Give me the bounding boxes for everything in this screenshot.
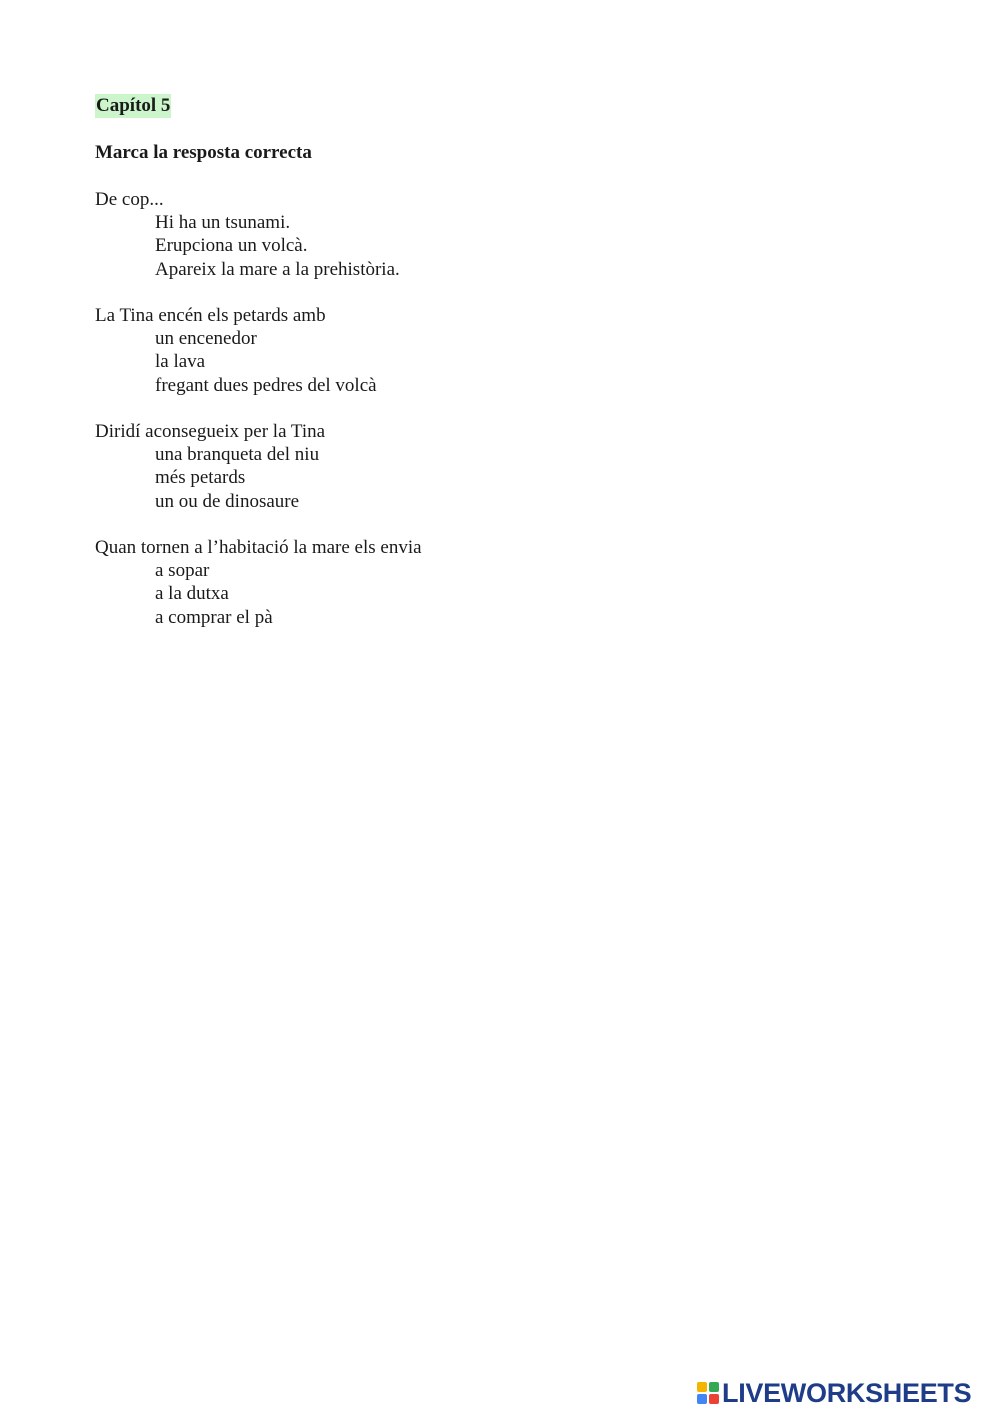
liveworksheets-logo-icon	[697, 1382, 719, 1404]
answer-option[interactable]: un encenedor	[155, 328, 257, 350]
question-2	[95, 304, 377, 397]
question-text: La Tina encén els petards amb	[95, 305, 326, 326]
question-3	[95, 420, 325, 513]
answer-options	[95, 327, 377, 397]
logo-square-icon	[709, 1394, 719, 1404]
answer-option[interactable]: més petards	[155, 467, 246, 489]
brand-wordmark: LIVEWORKSHEETS	[722, 1378, 972, 1408]
instruction-heading: Marca la resposta correcta	[95, 142, 312, 163]
question-1	[95, 188, 400, 281]
answer-option[interactable]: fregant dues pedres del volcà	[155, 374, 377, 396]
logo-square-icon	[709, 1382, 719, 1392]
question-text: Quan tornen a l’habitació la mare els envia	[95, 537, 422, 558]
answer-options	[95, 559, 422, 629]
answer-option[interactable]: a la dutxa	[155, 583, 229, 605]
answer-option[interactable]: una branqueta del niu	[155, 444, 320, 466]
question-text: De cop...	[95, 189, 164, 210]
answer-option[interactable]: Erupciona un volcà.	[155, 235, 308, 257]
liveworksheets-brand	[697, 1379, 971, 1407]
chapter-title: Capítol 5	[96, 95, 171, 116]
logo-square-icon	[697, 1382, 707, 1392]
question-4	[95, 536, 422, 629]
answer-option[interactable]: Hi ha un tsunami.	[155, 212, 291, 234]
answer-option[interactable]: la lava	[155, 351, 206, 373]
answer-options	[95, 443, 325, 513]
question-text: Diridí aconsegueix per la Tina	[95, 421, 326, 442]
answer-option[interactable]: a sopar	[155, 560, 210, 582]
answer-option[interactable]: a comprar el pà	[155, 606, 273, 628]
answer-option[interactable]: Apareix la mare a la prehistòria.	[155, 258, 400, 280]
logo-square-icon	[697, 1394, 707, 1404]
answer-option[interactable]: un ou de dinosaure	[155, 490, 300, 512]
answer-options	[95, 211, 400, 281]
